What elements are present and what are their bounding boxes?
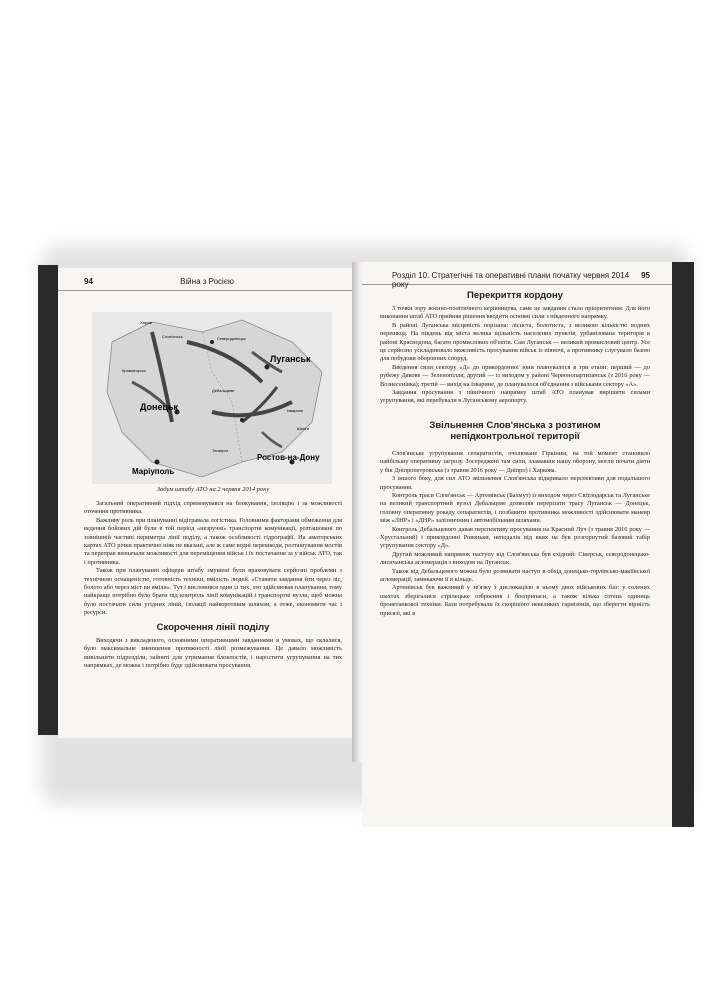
map-label-small-2: Краматорськ xyxy=(122,368,146,373)
right-paragraph: Також від Дебальцевого можна було розвивати наступ в обхід донецько-горлівсько-макіївської агломерації, замикаючи її в кільце. xyxy=(380,567,650,583)
map-label-mariupol: Маріуполь xyxy=(132,467,175,476)
right-paragraph: Другий можливий напрямок наступу від Слов'янська був східний: Сіверськ, сєвєродонецько-лисичанська агломерація з виходом на Луганськ. xyxy=(380,550,650,567)
left-paragraph: Також при плануванні офіцери штабу змушені були враховувати серйозні проблеми з технічною оснащеністю, готовність техніки, вмілість людей. «Ставити завдання йти через ліс, болото або через міст ви вміли». Тут і висловився один із тих, хто здійснював планування, тому найкраще потрібно було брати під контроль лінії комунікацій і транспортні вузли, щоб можна було постачати сили угідних ліній, ізоляції найкоротшим шляхом, а отже, економити час і ресурси. xyxy=(84,567,342,617)
map-label-small-8: Харків xyxy=(140,320,152,325)
right-paragraph: З точки зору воєнно-політичного керівництва, саме це завдання стало пріоритетним. Для його виконання штаб АТО прийняв рішення вводити основні сили з південного напрямку. xyxy=(380,305,650,321)
map-label-small-3: Сєвєродонецьк xyxy=(217,336,246,341)
right-paragraph: Артемівськ був важливий у зв'язку з дислокацією в ньому двох військових баз: у солених шахтах зберігалися стрілецьке озброєння і боєприпаси, а також кілька сотень одиниць бронетанкової техніки. Бази потребували їх скорішого невеликих гарнізонів, що зберегти вірність присязі, які в xyxy=(380,584,650,617)
right-paragraph: З іншого боку, для сил АТО звільнення Слов'янська відкривало перспективи для подальшого просування. xyxy=(380,475,650,491)
map-label-small-4: Дебальцеве xyxy=(212,388,235,393)
left-paragraph: Загальний оперативний підхід спрямовувався на блокування, ізоляцію і за можливості оточення противника. xyxy=(84,500,342,516)
right-paragraph: В районі Луганська місцевість порізана: лісиста, болотиста, з великою кількістю водних перешкод. На південь від міста велика щільність населених пунктів, урбанізована територія в районі Краснодона, багато промислових об'єктів. Сам Луганськ — великий промисловий центр. Усе це серйозно ускладнювало можливість просування військ із півночі, а противнику слугувало базою для побудови оборонних споруд. xyxy=(380,321,650,363)
right-section-heading-1: Перекриття кордону xyxy=(467,290,563,301)
left-running-head xyxy=(58,274,356,291)
book-edge-right xyxy=(670,262,694,827)
right-page xyxy=(362,262,672,827)
right-paragraph: Завдання просування з північного напрямку штаб АТО планував вирішити силами угрупування, які перебували в Луганському аеропорту. xyxy=(380,389,650,405)
left-page xyxy=(58,268,356,738)
right-running-head xyxy=(362,268,672,289)
left-paragraph: Виходячи з викладеного, основними оперативними завданнями в умовах, що склалися, було максимальне зменшення протяжності лінії розмежування. Це давало можливість вивільнити підрозділи, зайняті для утримання блокпостів, і наростити угрупування на тих напрямках, де можна і потрібно буде здійснювати просування. xyxy=(84,636,342,669)
map-label-lugansk: Луганськ xyxy=(270,354,311,364)
map-label-small-6: Шахти xyxy=(297,426,309,431)
map-label-small-1: Слов'янськ xyxy=(162,334,183,339)
map-figure xyxy=(92,312,332,484)
map-label-small-5: Ізварине xyxy=(287,408,304,413)
left-page-number: 94 xyxy=(84,277,93,286)
map-caption: Задум штабу АТО на 2 червня 2014 року xyxy=(156,486,270,493)
left-body xyxy=(84,500,342,670)
left-paragraph: Важливу роль при плануванні відігравала логістика. Головними факторами обмеження для ведення бойових дій були в той період «незручні» транспортні комунікації, розташовані по зовнішній частині периметра лінії поділу, а також особливості гідрографії. На аматорських картах АТО річки практично ніяк не вказані, але ж саме водні перешкоди, розташування мостів та переправ визначали можливості для переміщення військ і їх постачання за у військ АТО, так і противника. xyxy=(84,516,342,566)
right-running-title: Розділ 10. Стратегічні та оперативні плани початку червня 2014 року xyxy=(392,271,630,289)
right-paragraph: Введення сили сектору «Д» до прикордонної зони планувалося в три етапи: перший — до рубежу Дякове — Зеленопілля; другий — із виходом у районі Червонопартизанськ (з 2016 року — Вознесенівка); третій — вихід на Ізварине, де планувалося об'єднання з військами сектору «А». xyxy=(380,363,650,388)
map-label-small-7: Таганрог xyxy=(212,448,229,453)
right-paragraph: Контроль траси Слов'янськ — Артемівськ (Бахмут) із виходом через Світлодарськ та Луганське на великий транспортний вузол Дебальцеве дозволяв перерізати трасу Луганськ — Донецьк, головну оперативну рокаду сепаратистів, і позбавити противника можливості здійснювати маневр між «ЛНР» і «ДНР» залізничним і автомобільним шляхами. xyxy=(380,491,650,525)
right-page-number: 95 xyxy=(641,271,650,280)
right-paragraph: Контроль Дебальцевого давав перспективу просування на Красний Луч (з травня 2016 року — Хрустальний) і прикордонні Ровеньки, неподалік від яких на був розгорнутий базовий табір угрупування сектору «Д». xyxy=(380,525,650,550)
right-paragraph: Слов'янське угрупування сепаратистів, очолюване Гіркіним, на той момент становило найбільшу оперативну загрозу. Зосереджені там сили, зламавши нашу оборону, могли почати діяти у бік Дніпропетровська (з травня 2016 року — Дніпро) і Харкова. xyxy=(380,449,650,474)
map-label-donetsk: Донецьк xyxy=(140,402,179,412)
map-label-rostov: Ростов-на-Дону xyxy=(257,453,320,462)
right-body xyxy=(380,286,650,618)
left-running-title: Війна з Росією xyxy=(180,277,234,286)
book-edge-left xyxy=(38,265,58,735)
right-section-heading-2: Звільнення Слов'янська з розтином непідконтрольної території xyxy=(429,419,601,442)
left-section-heading: Скорочення лінії поділу xyxy=(156,621,270,633)
map-illustration xyxy=(92,312,332,484)
